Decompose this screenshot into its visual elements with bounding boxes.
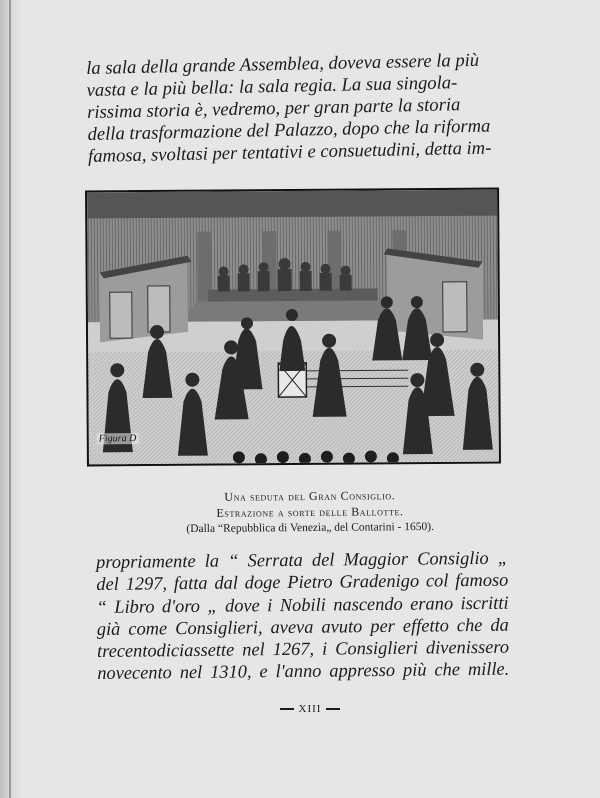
- page-spine-edge: [9, 0, 11, 798]
- folio-dash-right: [326, 708, 340, 710]
- folio-dash-left: [280, 708, 294, 710]
- text-line: la sala della grande Assemblea, doveva essere la più: [86, 49, 480, 79]
- page-number: [270, 703, 350, 715]
- text-line: propriamente la “ Serrata del Maggior Consiglio „: [96, 547, 509, 572]
- text-line: famosa, svoltasi per tentativi e consuetudini, detta im-: [87, 137, 492, 167]
- text-line: trecentodiciassette nel 1267, i Consiglieri divenissero: [96, 636, 510, 662]
- figure-caption: [100, 486, 520, 539]
- text-line: vasta e la più bella: la sala regia. La sua singola-: [86, 72, 458, 101]
- text-line: del 1297, fatta dal doge Pietro Gradenigo col famoso: [96, 569, 509, 595]
- text-line: rissima storia è, vedremo, per gran parte la storia: [86, 94, 461, 123]
- engraving-illustration: [85, 188, 501, 467]
- page-spine-shadow: [0, 0, 22, 798]
- text-line: “ Libro d'oro „ dove i Nobili nascendo erano iscritti: [96, 592, 509, 617]
- paragraph-top: [86, 50, 492, 168]
- page-number-text: XIII: [298, 703, 322, 715]
- caption-source: (Dalla “Repubblica di Venezia„ del Contarini - 1650).: [186, 520, 434, 536]
- text-line: novecento nel 1310, e l'anno appresso più che mille.: [97, 659, 510, 684]
- text-line: della trasformazione del Palazzo, dopo che la riforma: [87, 115, 491, 145]
- caption-subtitle: Estrazione a sorte delle Ballotte.: [216, 504, 404, 520]
- caption-title: Una seduta del Gran Consiglio.: [224, 488, 396, 504]
- engraving-picture: [87, 190, 499, 465]
- paragraph-bottom: [96, 547, 509, 685]
- text-line: già come Consiglieri, aveva avuto per effetto che da: [96, 614, 509, 639]
- figure-label: Figura D: [98, 433, 137, 445]
